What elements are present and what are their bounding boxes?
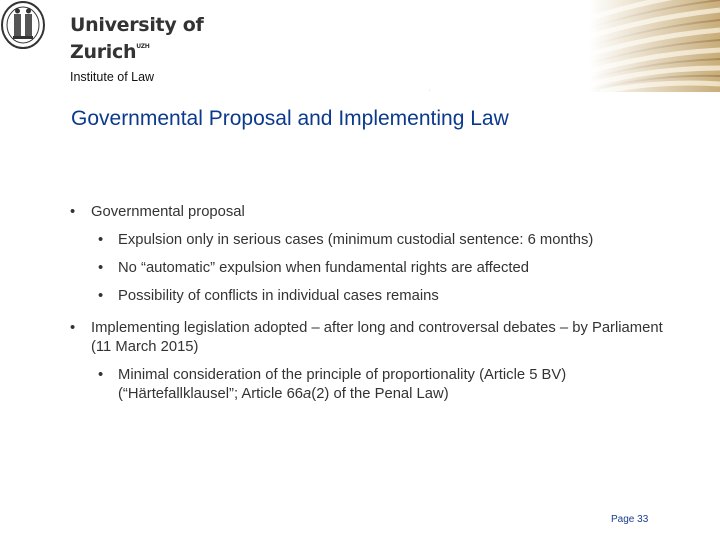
university-logo-text [70, 14, 203, 63]
bullet-list [70, 203, 680, 413]
slide-title: Governmental Proposal and Implementing Law [71, 107, 509, 130]
university-name-line2: Zurich$^{UZH}$ [70, 41, 150, 63]
bullet-text: Implementing legislation adopted – after long and controversal debates – by Parliament (11 March 2015) [91, 320, 663, 355]
sub-bullet: • No “automatic” expulsion when fundamental rights are affected [91, 259, 680, 278]
institute-label: Institute of Law [70, 70, 155, 84]
bullet-text: Governmental proposal [91, 204, 245, 220]
sub-bullet: • Minimal consideration of the principle of proportionality (Article 5 BV) (“Härtefallklausel”; Article 66a(2) of the Penal Law) [91, 366, 680, 404]
uzh-mark: UZH [136, 43, 150, 50]
sub-bullet: • Possibility of conflicts in individual cases remains [91, 287, 680, 306]
university-name-line1: University of [70, 14, 204, 36]
university-seal-logo [0, 0, 46, 50]
header-banner [0, 0, 720, 92]
sub-bullet: • Expulsion only in serious cases (minimum custodial sentence: 6 months) [91, 231, 680, 250]
bullet-governmental-proposal [70, 203, 680, 306]
sub-bullet-list [91, 366, 680, 404]
sub-bullet-list [91, 231, 680, 306]
page-number: Page 33 [611, 514, 649, 525]
bullet-implementing-legislation [70, 319, 680, 404]
